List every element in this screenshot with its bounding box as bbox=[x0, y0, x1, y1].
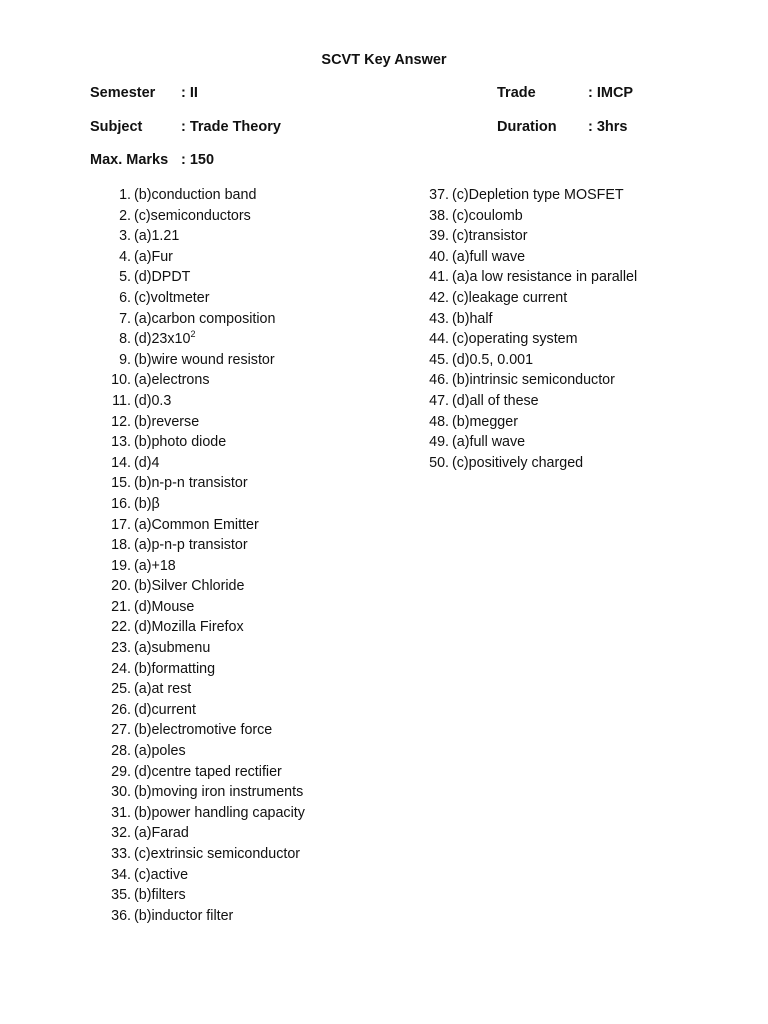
answer-number: 37. bbox=[429, 187, 449, 203]
answer-number: 41. bbox=[429, 269, 449, 286]
answer-item bbox=[106, 741, 305, 762]
answer-item bbox=[106, 267, 305, 288]
answer-item bbox=[426, 185, 637, 206]
answer-item bbox=[106, 720, 305, 741]
answer-item bbox=[426, 453, 637, 474]
answer-item bbox=[106, 576, 305, 597]
answer-list-left bbox=[106, 185, 305, 926]
answer-number: 1. bbox=[119, 187, 131, 203]
answer-text: (a)Fur bbox=[134, 248, 173, 265]
answer-list-right bbox=[426, 185, 637, 473]
answer-text: (a)+18 bbox=[134, 557, 176, 574]
answer-item bbox=[106, 638, 305, 659]
answer-text: (b)half bbox=[452, 310, 493, 327]
answer-number: 21. bbox=[111, 598, 131, 615]
answer-item bbox=[106, 803, 305, 824]
max-marks-label: Max. Marks bbox=[90, 152, 169, 168]
answer-text: (b)photo diode bbox=[134, 434, 227, 451]
answer-number: 23. bbox=[111, 640, 131, 657]
answer-item bbox=[426, 391, 637, 412]
answer-text: (b)moving iron instruments bbox=[134, 784, 304, 801]
answer-item bbox=[106, 473, 305, 494]
answer-item bbox=[106, 370, 305, 391]
answer-text: (a)poles bbox=[134, 743, 186, 760]
max-marks-value: : 150 bbox=[181, 152, 215, 168]
answer-text: (c)leakage current bbox=[452, 289, 568, 306]
answer-number: 6. bbox=[119, 289, 131, 306]
answer-text: (d)Mozilla Firefox bbox=[134, 619, 244, 636]
answer-text: (b)conduction band bbox=[134, 187, 257, 203]
answer-item bbox=[106, 206, 305, 227]
duration-value: : 3hrs bbox=[588, 119, 628, 135]
answer-item bbox=[106, 659, 305, 680]
answer-item bbox=[106, 597, 305, 618]
answer-item bbox=[106, 679, 305, 700]
answer-number: 3. bbox=[119, 228, 131, 245]
answer-item bbox=[426, 350, 637, 371]
answer-number: 4. bbox=[119, 248, 131, 265]
answer-text: (d)0.5, 0.001 bbox=[452, 351, 534, 368]
answer-item bbox=[426, 412, 637, 433]
answer-text: (b)Silver Chloride bbox=[134, 578, 245, 595]
answer-number: 13. bbox=[111, 434, 131, 451]
answer-number: 30. bbox=[111, 784, 131, 801]
answer-item bbox=[106, 185, 305, 206]
answer-item bbox=[426, 226, 637, 247]
answer-number: 49. bbox=[429, 434, 449, 451]
answer-text: (d)current bbox=[134, 701, 196, 718]
answer-item bbox=[426, 247, 637, 268]
answer-item bbox=[426, 288, 637, 309]
answer-text: (c)coulomb bbox=[452, 207, 523, 224]
answer-number: 7. bbox=[119, 310, 131, 327]
answer-text: (c)voltmeter bbox=[134, 289, 210, 306]
answer-text: (a)full wave bbox=[452, 434, 526, 451]
answer-item bbox=[106, 412, 305, 433]
answer-item bbox=[106, 515, 305, 536]
answer-text: (a)a low resistance in parallel bbox=[452, 269, 638, 286]
info-row-subject-duration bbox=[0, 119, 768, 139]
answer-text: (a)p-n-p transistor bbox=[134, 537, 248, 554]
answer-item bbox=[106, 247, 305, 268]
answer-number: 33. bbox=[111, 846, 131, 862]
answer-number: 38. bbox=[429, 207, 449, 224]
answer-number: 17. bbox=[111, 516, 131, 533]
answer-text: (c)active bbox=[134, 866, 189, 883]
answer-number: 11. bbox=[112, 392, 131, 409]
answer-number: 19. bbox=[111, 557, 131, 574]
answer-item bbox=[106, 288, 305, 309]
answer-text: (a)Common Emitter bbox=[134, 516, 259, 533]
answer-item bbox=[106, 700, 305, 721]
answer-text: (b)wire wound resistor bbox=[134, 351, 275, 368]
answer-item bbox=[106, 617, 305, 638]
answer-number: 48. bbox=[429, 413, 449, 430]
answer-text: (b)filters bbox=[134, 887, 186, 904]
answer-text: (a)submenu bbox=[134, 640, 211, 657]
answer-text: (a)full wave bbox=[452, 248, 526, 265]
duration-label: Duration bbox=[497, 119, 557, 135]
answer-number: 12. bbox=[111, 413, 131, 430]
answer-item bbox=[426, 329, 637, 350]
answer-item bbox=[426, 309, 637, 330]
answer-number: 22. bbox=[111, 619, 131, 636]
answer-item bbox=[106, 906, 305, 927]
answer-text: (b)β bbox=[134, 495, 160, 512]
subject-label: Subject bbox=[90, 119, 143, 135]
answer-item bbox=[106, 865, 305, 886]
answer-number: 26. bbox=[111, 701, 131, 718]
info-row-max-marks bbox=[0, 152, 768, 172]
answer-number: 20. bbox=[111, 578, 131, 595]
answer-number: 39. bbox=[429, 228, 449, 245]
answer-number: 14. bbox=[111, 454, 131, 471]
answer-number: 36. bbox=[111, 907, 131, 924]
answer-text: (d)centre taped rectifier bbox=[134, 763, 282, 780]
answer-text: (c)operating system bbox=[452, 331, 578, 348]
answer-text: (d)DPDT bbox=[134, 269, 191, 286]
answer-text: (a)at rest bbox=[134, 681, 192, 698]
answer-item bbox=[426, 267, 637, 288]
answer-number: 43. bbox=[429, 310, 449, 327]
answer-text: (c)Depletion type MOSFET bbox=[452, 187, 624, 203]
answer-text: (a)carbon composition bbox=[134, 310, 276, 327]
semester-label: Semester bbox=[90, 85, 156, 101]
answer-number: 27. bbox=[111, 722, 131, 739]
trade-label: Trade bbox=[497, 85, 536, 101]
answer-number: 50. bbox=[429, 454, 449, 471]
answer-text: (d)23x10 bbox=[134, 331, 191, 348]
answer-text: (b)intrinsic semiconductor bbox=[452, 372, 615, 389]
answer-text: (d)4 bbox=[134, 454, 160, 471]
answer-item bbox=[426, 370, 637, 391]
answer-item bbox=[106, 391, 305, 412]
answer-item bbox=[426, 206, 637, 227]
answer-text: (b)electromotive force bbox=[134, 722, 273, 739]
trade-value: : IMCP bbox=[588, 85, 634, 101]
answer-number: 32. bbox=[111, 825, 131, 842]
answer-number: 25. bbox=[111, 681, 131, 698]
answer-item bbox=[106, 762, 305, 783]
semester-value: : II bbox=[181, 85, 198, 101]
answer-item bbox=[106, 309, 305, 330]
answer-item bbox=[106, 453, 305, 474]
answer-number: 47. bbox=[429, 392, 449, 409]
answer-text: (b)reverse bbox=[134, 413, 200, 430]
info-row-semester-trade bbox=[0, 85, 768, 105]
answer-item bbox=[106, 350, 305, 371]
answer-number: 8. bbox=[119, 331, 131, 348]
document-title: SCVT Key Answer bbox=[321, 52, 447, 68]
answer-item bbox=[106, 226, 305, 247]
answer-item bbox=[426, 432, 637, 453]
answer-number: 45. bbox=[429, 351, 449, 368]
answer-text: (b)power handling capacity bbox=[134, 804, 305, 821]
answer-text: (d)0.3 bbox=[134, 392, 172, 409]
answer-number: 10. bbox=[111, 372, 131, 389]
answer-number: 2. bbox=[119, 207, 131, 224]
answer-number: 40. bbox=[429, 248, 449, 265]
answer-number: 35. bbox=[111, 887, 131, 904]
answer-text: (d)all of these bbox=[452, 392, 539, 409]
answer-text: (b)inductor filter bbox=[134, 907, 234, 924]
answer-number: 34. bbox=[111, 866, 131, 883]
answer-item bbox=[106, 885, 305, 906]
answer-item bbox=[106, 432, 305, 453]
answer-number: 44. bbox=[429, 331, 449, 348]
answer-text: (b)megger bbox=[452, 413, 518, 430]
answer-text: (c)transistor bbox=[452, 228, 528, 245]
answer-number: 24. bbox=[111, 660, 131, 677]
answer-text: (a)1.21 bbox=[134, 228, 180, 245]
answer-number: 5. bbox=[119, 269, 131, 286]
answer-superscript: 2 bbox=[190, 329, 196, 340]
answer-item bbox=[106, 844, 305, 865]
answer-item bbox=[106, 782, 305, 803]
answer-number: 16. bbox=[111, 495, 131, 512]
answer-text: (b)n-p-n transistor bbox=[134, 475, 248, 492]
answer-text: (a)Farad bbox=[134, 825, 189, 842]
answer-text: (b)formatting bbox=[134, 660, 216, 677]
answer-number: 18. bbox=[111, 537, 131, 554]
answer-text: (c)extrinsic semiconductor bbox=[134, 846, 301, 862]
answer-number: 42. bbox=[429, 289, 449, 306]
answer-item bbox=[106, 823, 305, 844]
answer-number: 28. bbox=[111, 743, 131, 760]
answer-number: 9. bbox=[119, 351, 131, 368]
answer-text: (a)electrons bbox=[134, 372, 210, 389]
answer-item bbox=[106, 556, 305, 577]
answer-number: 31. bbox=[111, 804, 131, 821]
answer-item bbox=[106, 494, 305, 515]
answer-item bbox=[106, 329, 305, 350]
answer-number: 29. bbox=[111, 763, 131, 780]
answer-number: 15. bbox=[111, 475, 131, 492]
answer-text: (d)Mouse bbox=[134, 598, 195, 615]
answer-text: (c)positively charged bbox=[452, 454, 584, 471]
answer-text: (c)semiconductors bbox=[134, 207, 251, 224]
answer-item bbox=[106, 535, 305, 556]
subject-value: : Trade Theory bbox=[181, 119, 281, 135]
answer-number: 46. bbox=[429, 372, 449, 389]
